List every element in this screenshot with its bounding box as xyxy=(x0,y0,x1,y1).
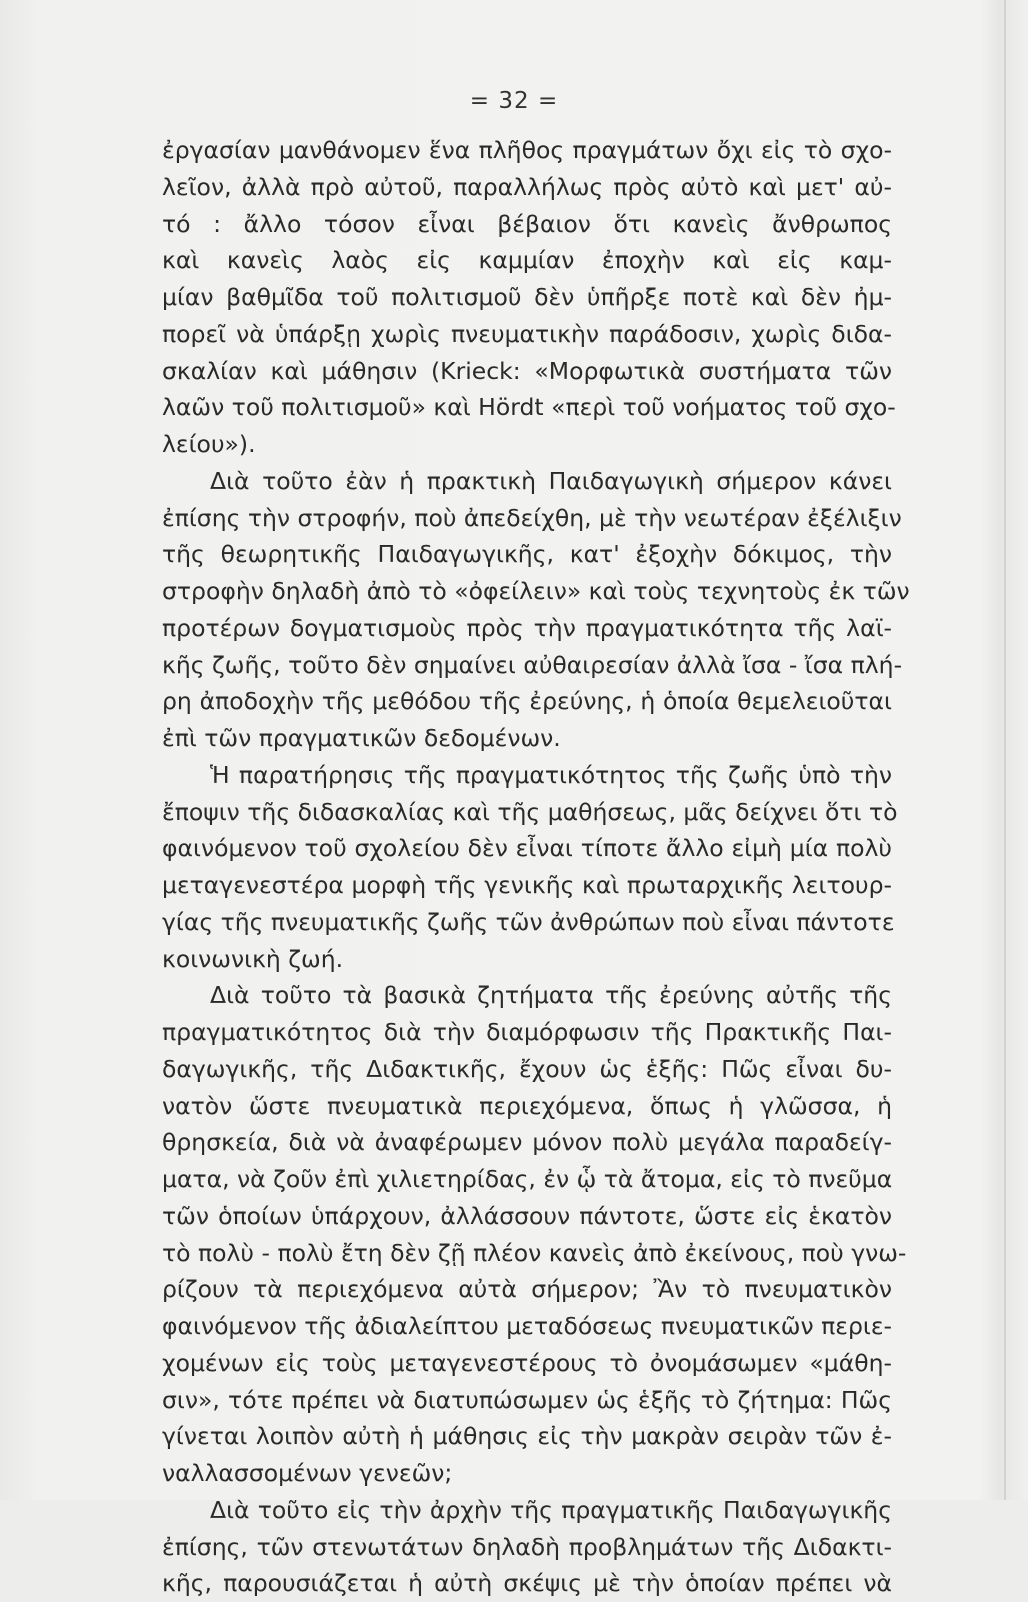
text-line: φαινόμενον τοῦ σχολείου δὲν εἶναι τίποτε ἄλλο εἰμὴ μία πολὺ xyxy=(162,834,892,863)
text-line: ρη ἀποδοχὴν τῆς μεθόδου τῆς ἐρεύνης, ἡ ὁποία θεμελειοῦται xyxy=(162,687,892,716)
text-line: κῆς, παρουσιάζεται ἡ αὐτὴ σκέψις μὲ τὴν ὁποίαν πρέπει νὰ xyxy=(162,1569,892,1598)
text-line: σκαλίαν καὶ μάθησιν (Krieck: «Μορφωτικὰ συστήματα τῶν xyxy=(162,356,892,385)
text-line: προτέρων δογματισμοὺς πρὸς τὴν πραγματικότητα τῆς λαϊ- xyxy=(162,613,892,642)
paragraph-end-line: κοινωνικὴ ζωή. xyxy=(162,944,344,973)
text-line: μίαν βαθμῖδα τοῦ πολιτισμοῦ δὲν ὑπῆρξε ποτὲ καὶ δὲν ἠμ- xyxy=(162,283,892,311)
text-line: πραγματικότητος διὰ τὴν διαμόρφωσιν τῆς Πρακτικῆς Παι- xyxy=(162,1018,892,1046)
text-line: τὸ πολὺ - πολὺ ἔτη δὲν ζῇ πλέον κανεὶς ἀπὸ ἐκείνους, ποὺ γνω- xyxy=(162,1238,907,1267)
text-line: λαῶν τοῦ πολιτισμοῦ» καὶ Hördt «περὶ τοῦ νοήματος τοῦ σχο- xyxy=(162,393,896,422)
text-line: γίας τῆς πνευματικῆς ζωῆς τῶν ἀνθρώπων ποὺ εἶναι πάντοτε xyxy=(162,907,895,936)
text-line: στροφὴν δηλαδὴ ἀπὸ τὸ «ὀφείλειν» καὶ τοὺς τεχνητοὺς ἐκ τῶν xyxy=(162,577,910,605)
text-line: φαινόμενον τῆς ἀδιαλείπτου μεταδόσεως πνευματικῶν περιε- xyxy=(162,1312,892,1340)
paragraph-end-line: ἐπὶ τῶν πραγματικῶν δεδομένων. xyxy=(162,724,561,752)
text-line: θρησκεία, διὰ νὰ ἀναφέρωμεν μόνον πολὺ μεγάλα παραδείγ- xyxy=(162,1128,892,1157)
text-line: τό : ἄλλο τόσον εἶναι βέβαιον ὅτι κανεὶς ἄνθρωπος xyxy=(162,209,892,238)
text-line: σιν», τότε πρέπει νὰ διατυπώσωμεν ὡς ἑξῆς τὸ ζήτημα: Πῶς xyxy=(162,1385,892,1414)
text-line: κῆς ζωῆς, τοῦτο δὲν σημαίνει αὐθαιρεσίαν ἀλλὰ ἴσα - ἴσα πλή- xyxy=(162,650,903,679)
page-number: = 32 = xyxy=(469,88,559,114)
paragraph-start-line: Διὰ τοῦτο τὰ βασικὰ ζητήματα τῆς ἐρεύνης αὐτῆς τῆς xyxy=(210,981,892,1010)
paragraph-end-line: λείου»). xyxy=(162,430,256,458)
text-line: ἐργασίαν μανθάνομεν ἕνα πλῆθος πραγμάτων ὄχι εἰς τὸ σχο- xyxy=(162,136,892,164)
text-line: τῶν ὁποίων ὑπάρχουν, ἀλλάσσουν πάντοτε, ὥστε εἰς ἑκατὸν xyxy=(162,1201,892,1230)
text-line: ἔποψιν τῆς διδασκαλίας καὶ τῆς μαθήσεως, μᾶς δείχνει ὅτι τὸ xyxy=(162,797,898,826)
paragraph-start-line: Διὰ τοῦτο ἐὰν ἡ πρακτικὴ Παιδαγωγικὴ σήμερον κάνει xyxy=(210,466,892,495)
text-line: ματα, νὰ ζοῦν ἐπὶ χιλιετηρίδας, ἐν ᾧ τὰ ἄτομα, εἰς τὸ πνεῦμα xyxy=(162,1165,893,1193)
text-line: γίνεται λοιπὸν αὐτὴ ἡ μάθησις εἰς τὴν μακρὰν σειρὰν τῶν ἐ- xyxy=(162,1422,892,1451)
text-line: καὶ κανεὶς λαὸς εἰς καμμίαν ἐποχὴν καὶ εἰς καμ- xyxy=(162,246,892,275)
text-line: νατὸν ὥστε πνευματικὰ περιεχόμενα, ὅπως ἡ γλῶσσα, ἡ xyxy=(162,1091,892,1120)
text-line: ἐπίσης τὴν στροφήν, ποὺ ἀπεδείχθη, μὲ τὴν νεωτέραν ἐξέλιξιν xyxy=(162,503,902,532)
paragraph-end-line: ναλλασσομένων γενεῶν; xyxy=(162,1459,453,1487)
text-line: δαγωγικῆς, τῆς Διδακτικῆς, ἔχουν ὡς ἑξῆς: Πῶς εἶναι δυ- xyxy=(162,1054,892,1083)
text-line: ρίζουν τὰ περιεχόμενα αὐτὰ σήμερον; Ἂν τὸ πνευματικὸν xyxy=(162,1275,892,1304)
text-line: λεῖον, ἀλλὰ πρὸ αὐτοῦ, παραλλήλως πρὸς αὐτὸ καὶ μετ' αὐ- xyxy=(162,172,892,201)
text-line: τῆς θεωρητικῆς Παιδαγωγικῆς, κατ' ἐξοχὴν δόκιμος, τὴν xyxy=(162,540,892,569)
text-line: χομένων εἰς τοὺς μεταγενεστέρους τὸ ὀνομάσωμεν «μάθη- xyxy=(162,1348,892,1377)
paragraph-start-line: Διὰ τοῦτο εἰς τὴν ἀρχὴν τῆς πραγματικῆς Παιδαγωγικῆς xyxy=(210,1495,892,1524)
text-line: μεταγενεστέρα μορφὴ τῆς γενικῆς καὶ πρωταρχικῆς λειτουρ- xyxy=(162,871,892,899)
page-edge-shadow xyxy=(1004,0,1006,1500)
body-text xyxy=(162,132,910,1602)
paragraph-start-line: Ἡ παρατήρησις τῆς πραγματικότητος τῆς ζωῆς ὑπὸ τὴν xyxy=(210,760,892,789)
text-line: πορεῖ νὰ ὑπάρξῃ χωρὶς πνευματικὴν παράδοσιν, χωρὶς διδα- xyxy=(162,319,892,348)
text-line: ἐπίσης, τῶν στενωτάτων δηλαδὴ προβλημάτων τῆς Διδακτι- xyxy=(162,1532,892,1561)
